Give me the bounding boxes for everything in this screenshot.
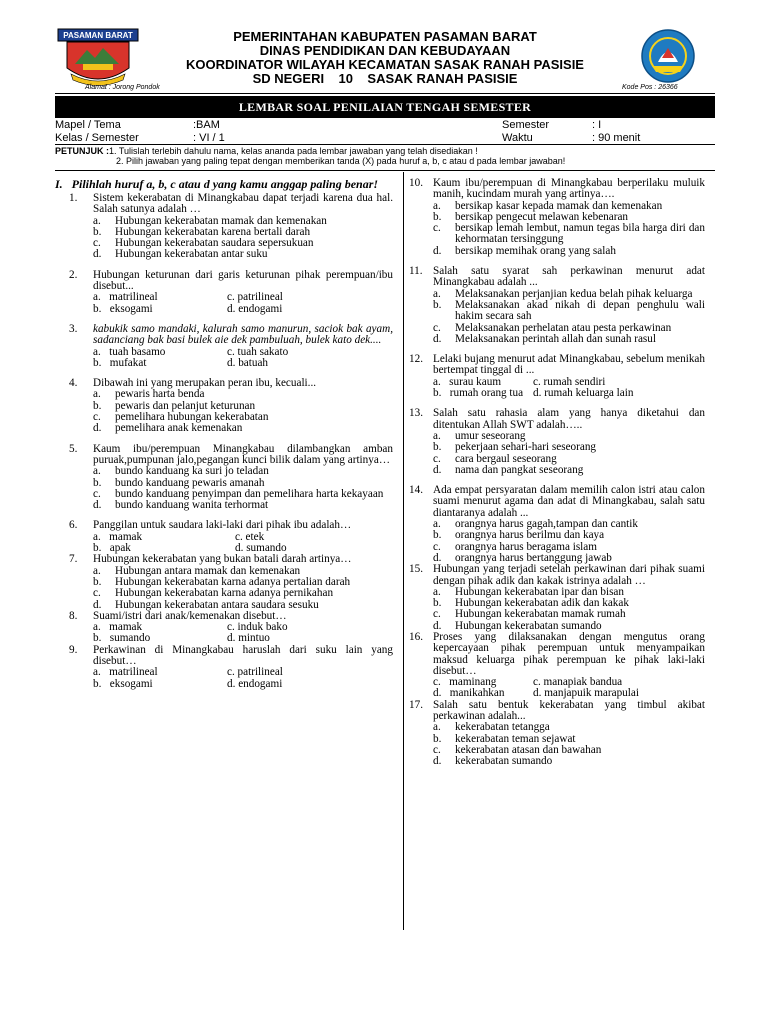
option-row: b. eksogami d. endogami (93, 677, 283, 690)
option-row: c. maminang c. manapiak bandua (433, 676, 623, 689)
question-12: 12. Lelaki bujang menurut adat Minangkabau, sebelum menikah bertempat tinggal di ... a. surau kaum c. rumah sendiri b. rumah orang tua d. rumah keluarga lain (409, 353, 705, 400)
tut-wuri-handayani-logo-icon (628, 28, 708, 84)
option: b. Hubungan kekerabatan karena bertali darah (93, 225, 311, 238)
option: b. pewaris dan pelanjut keturunan (93, 399, 256, 412)
option: a. Melaksanakan perjanjian kedua belah pihak keluarga (433, 287, 693, 300)
option: d. Melaksanakan perintah allah dan sunah rasul (433, 332, 656, 345)
waktu-label: Waktu (502, 132, 533, 144)
header-line-2: DINAS PENDIDIKAN DAN KEBUDAYAAN (259, 43, 511, 58)
option: c. cara bergaul seseorang (433, 452, 557, 465)
option: a. orangnya harus gagah,tampan dan cantik (433, 518, 638, 531)
instructions-label: PETUNJUK : (55, 146, 110, 156)
svg-text:PASAMAN BARAT: PASAMAN BARAT (63, 31, 133, 40)
option: a. Hubungan kekerabatan mamak dan kemenakan (93, 214, 327, 227)
exam-banner: LEMBAR SOAL PENILAIAN TENGAH SEMESTER (55, 96, 715, 118)
option: c. Hubungan kekerabatan karna adanya pernikahan (93, 587, 334, 600)
option: d. Hubungan kekerabatan antar suku (93, 248, 268, 261)
option: a. umur seseorang (433, 429, 526, 442)
option: b. Melaksanakan akad nikah di depan penghulu wali hakim secara sah (433, 298, 705, 323)
option: a. bersikap kasar kepada mamak dan kemenakan (433, 199, 663, 212)
option-row: a. tuah basamo c. tuah sakato (93, 345, 289, 358)
question-15: 15. Hubungan yang terjadi setelah perkawinan dari pihak suami dengan pihak adik dan kakak istrinya adalah … a. Hubungan kekerabatan ipar dan bisan b. Hubungan kekerabatan adik dan kakak c. Hubungan kekerabatan mamak rumah d. Hubungan kekerabatan sumando (409, 563, 705, 632)
question-3: 3. kabukik samo mandaki, kalurah samo manurun, saciok bak ayam, sadanciang bak basi bulek aie dek pambuluah, bulek kato dek.... a. tuah basamo c. tuah sakato b. mufakat d. batuah (69, 322, 393, 369)
option: d. bundo kanduang wanita terhormat (93, 499, 269, 512)
option: d. orangnya harus bertanggung jawab (433, 551, 612, 564)
question-7: 7. Hubungan kekerabatan yang bukan batali darah artinya… a. Hubungan antara mamak dan kemenakan b. Hubungan kekerabatan karna adanya pertalian darah c. Hubungan kekerabatan karna adanya pernikahan d. Hubungan kekerabatan antara saudara sesuku (55, 554, 393, 610)
mapel-value: :BAM (193, 119, 220, 131)
option: b. Hubungan kekerabatan karna adanya pertalian darah (93, 575, 351, 588)
option-row: b. rumah orang tua d. rumah keluarga lain (433, 387, 634, 400)
question-11: 11. Salah satu syarat sah perkawinan menurut adat Minangkabau adalah ... a. Melaksanakan perjanjian kedua belah pihak keluarga b. Melaksanakan akad nikah di depan penghulu wali hakim secara sah c. Melaksanakan perhelatan atau pesta perkawinan d. Melaksanakan perintah allah dan sunah rasul (409, 265, 705, 345)
option: d. kekerabatan sumando (433, 755, 553, 768)
question-10: 10. Kaum ibu/perempuan di Minangkabau berperilaku muluik manih, kucindam murah yang artinya…. a. bersikap kasar kepada mamak dan kemenakan b. bersikap pengecut melawan kebenaran c. bersikap lemah lembut, namun tegas bila harga diri dan kehormatan tersinggung d. bersikap memihak orang yang salah (409, 177, 705, 257)
column-divider (403, 172, 404, 930)
semester-value: : I (592, 119, 602, 131)
question-4: 4. Dibawah ini yang merupakan peran ibu, kecuali... a. pewaris harta benda b. pewaris dan pelanjut keturunan c. pemelihara hubungan kekerabatan d. pemelihara anak kemenakan (55, 378, 393, 434)
question-6: 6. Panggilan untuk saudara laki-laki dari pihak ibu adalah… a. mamak c. etek b. apak d. sumando (55, 520, 393, 554)
option: a. kekerabatan tetangga (433, 721, 550, 734)
option: c. orangnya harus beragama islam (433, 540, 597, 553)
info-divider (55, 144, 715, 145)
option: a. bundo kanduang ka suri jo teladan (93, 465, 269, 478)
option-row: a. matrilineal c. patrilineal (93, 291, 283, 304)
option: b. orangnya harus berilmu dan kaya (433, 529, 605, 542)
option-row: b. eksogami d. endogami (93, 302, 283, 315)
header-line-3: KOORDINATOR WILAYAH KECAMATAN SASAK RANAH PASISIE (186, 57, 584, 72)
option: a. Hubungan antara mamak dan kemenakan (93, 564, 301, 577)
question-5: 5. Kaum ibu/perempuan Minangkabau dilambangkan amban puruak,pumpunan jalo,pegangan kunci bilik dalam yang artinya… a. bundo kanduang ka suri jo teladan b. bundo kanduang pewaris amanah c. bundo kanduang penyimpan dan pemelihara harta kekayaan d. bundo kanduang wanita terhormat (69, 442, 393, 512)
option: d. nama dan pangkat seseorang (433, 463, 584, 476)
option: d. Hubungan kekerabatan antara saudara sesuku (93, 598, 319, 611)
option: b. pekerjaan sehari-hari seseorang (433, 441, 597, 454)
option: c. bersikap lemah lembut, namun tegas bila harga diri dan kehormatan tersinggung (433, 222, 705, 246)
option-row: a. matrilineal c. patrilineal (93, 666, 283, 679)
instructions-divider (55, 170, 715, 171)
header-line-1: PEMERINTAHAN KABUPATEN PASAMAN BARAT (233, 29, 537, 44)
option: b. bundo kanduang pewaris amanah (93, 476, 265, 489)
question-1: 1. Sistem kekerabatan di Minangkabau dapat terjadi karena dua hal. Salah satunya adalah … a. Hubungan kekerabatan mamak dan kemenakan b. Hubungan kekerabatan karena bertali darah c. Hubungan kekerabatan saudara sepersukuan d. Hubungan kekerabatan antar suku (69, 192, 393, 261)
option-row: b. mufakat d. batuah (93, 356, 269, 369)
header-line-4: SD NEGERI 10 SASAK RANAH PASISIE (252, 71, 518, 86)
pasaman-barat-logo-icon (57, 28, 139, 88)
option: c. pemelihara hubungan kekerabatan (93, 411, 269, 424)
school-address: Alamat : Jorong Pondok (85, 84, 160, 91)
option-row: a. mamak c. induk bako (93, 621, 288, 634)
question-14: 14. Ada empat persyaratan dalam memilih calon istri atau calon suami menurut agama dan adat di Minangkabau, salah satu diantaranya adalah ... a. orangnya harus gagah,tampan dan cantik b. orangnya harus berilmu dan kaya c. orangnya harus beragama islam d. orangnya harus bertanggung jawab (409, 484, 705, 564)
question-8: 8. Suami/istri dari anak/kemenakan disebut… a. mamak c. induk bako b. sumando d. mintuo (55, 611, 393, 645)
questions-right-column (409, 178, 705, 768)
option: c. Hubungan kekerabatan mamak rumah (433, 608, 626, 621)
instructions-line-2: 2. Pilih jawaban yang paling tepat dengan memberikan tanda (X) pada huruf a, b, c atau d pada lembar jawaban! (116, 156, 566, 166)
question-17: 17. Salah satu bentuk kekerabatan yang timbul akibat perkawinan adalah... a. kekerabatan tetangga b. kekerabatan teman sejawat c. kekerabatan atasan dan bawahan d. kekerabatan sumando (409, 698, 705, 768)
question-16: 16. Proses yang dilaksanakan dengan mengutus orang kepercayaan pihak perempuan untuk menyampaikan maksud keluarga pihak perempuan ke pihak laki-laki disebut… c. maminang c. manapiak bandua d. manikahkan d. manjapuik marapulai (409, 630, 705, 700)
option: c. bundo kanduang penyimpan dan pemelihara harta kekayaan (93, 487, 384, 500)
option: c. kekerabatan atasan dan bawahan (433, 743, 602, 756)
option: b. Hubungan kekerabatan adik dan kakak (433, 597, 629, 610)
semester-label: Semester (502, 119, 550, 131)
option: c. Melaksanakan perhelatan atau pesta perkawinan (433, 321, 672, 334)
option-row: b. apak d. sumando (93, 542, 287, 555)
section-heading: I. Pilihlah huruf a, b, c atau d yang kamu anggap paling benar! (55, 177, 379, 191)
option: d. pemelihara anak kemenakan (93, 422, 243, 435)
option: b. bersikap pengecut melawan kebenaran (433, 210, 629, 223)
option-row: d. manikahkan d. manjapuik marapulai (433, 687, 639, 700)
option: a. Hubungan kekerabatan ipar dan bisan (433, 585, 624, 598)
option: b. kekerabatan teman sejawat (433, 732, 576, 745)
instructions-line-1: PETUNJUK :1. Tulislah terlebih dahulu nama, kelas ananda pada lembar jawaban yang telah disediakan ! (55, 146, 478, 156)
questions-left-column (55, 178, 393, 690)
question-9: 9. Perkawinan di Minangkabau haruslah dari suku lain yang disebut… a. matrilineal c. patrilineal b. eksogami d. endogami (69, 643, 393, 690)
option: a. pewaris harta benda (93, 388, 205, 401)
option: d. bersikap memihak orang yang salah (433, 244, 616, 257)
question-13: 13. Salah satu rahasia alam yang hanya diketahui dan ditentukan Allah SWT adalah….. a. umur seseorang b. pekerjaan sehari-hari seseorang c. cara bergaul seseorang d. nama dan pangkat seseorang (409, 407, 705, 476)
option-row: a. surau kaum c. rumah sendiri (433, 375, 606, 388)
option: d. Hubungan kekerabatan sumando (433, 619, 602, 632)
option: c. Hubungan kekerabatan saudara sepersukuan (93, 237, 314, 250)
header-divider (55, 93, 715, 94)
kelas-value: : VI / 1 (193, 132, 225, 144)
option-row: b. sumando d. mintuo (93, 632, 270, 645)
kelas-label: Kelas / Semester (55, 132, 139, 144)
option-row: a. mamak c. etek (93, 530, 265, 543)
waktu-value: : 90 menit (592, 132, 641, 144)
question-2: 2. Hubungan keturunan dari garis keturunan pihak perempuan/ibu disebut... a. matrilineal c. patrilineal b. eksogami d. endogami (69, 268, 393, 315)
postal-code: Kode Pos : 26366 (622, 84, 678, 91)
mapel-label: Mapel / Tema (55, 119, 121, 131)
